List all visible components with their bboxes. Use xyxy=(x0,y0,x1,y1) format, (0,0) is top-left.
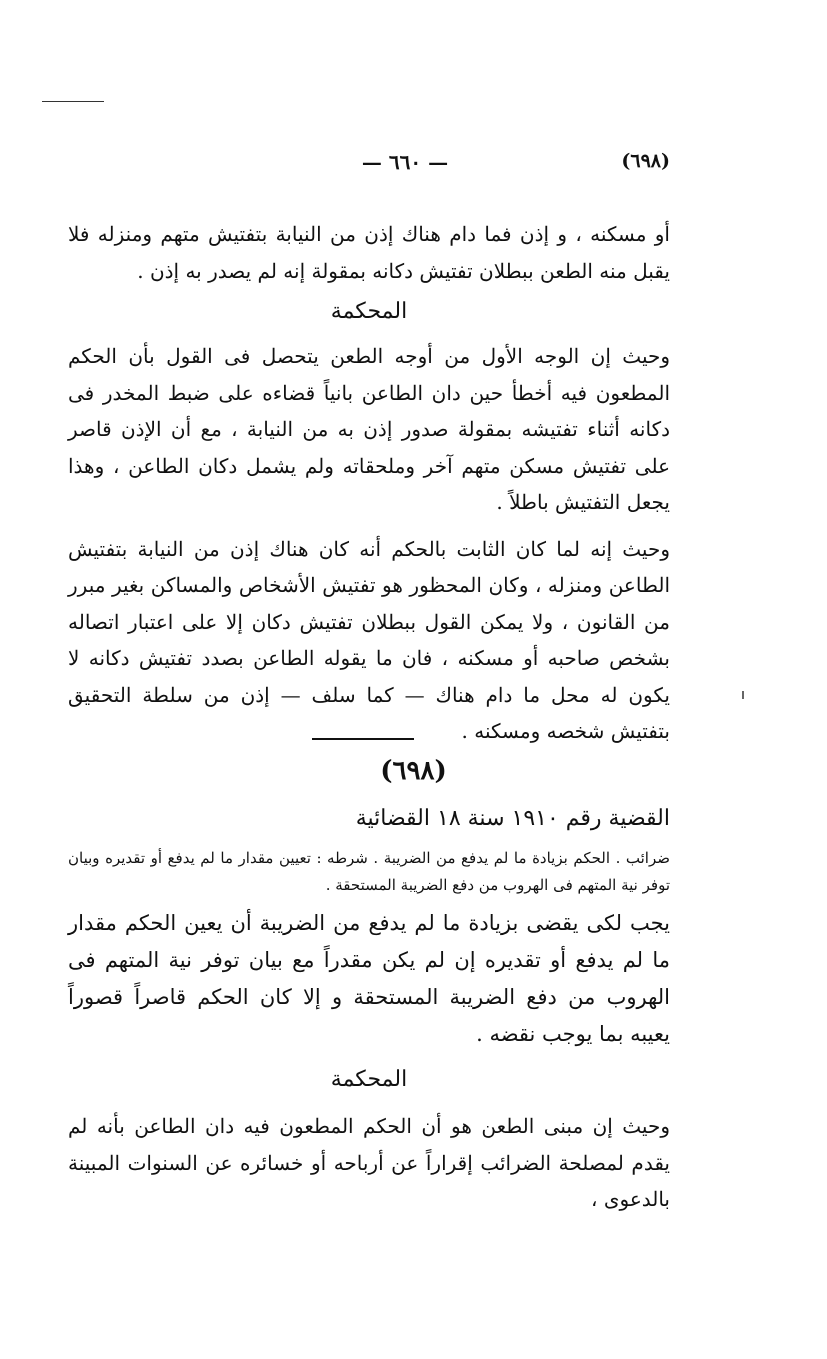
reasoning-paragraph: وحيث إنه لما كان الثابت بالحكم أنه كان هناك إذن من النيابة بتفتيش الطاعن ومنزله ، وكان المحظور هو تفتيش الأشخاص والمساكن بغير مبرر من القانون ، ولا يمكن القول ببطلان تفتيش دكان إلا على اعتبار اتصاله بشخص صاحبه أو مسكنه ، فان ما يقوله الطاعن بصدد تفتيش دكانه لا يكون له محل ما دام هناك — كما سلف — إذن من سلطة التحقيق بتفتيش شخصه ومسكنه . xyxy=(68,536,671,743)
reasoning-paragraph: وحيث إن الوجه الأول من أوجه الطعن يتحصل فى القول بأن الحكم المطعون فيه أخطأ حين دان الطاعن بانياً قضاءه على ضبط المخدر فى دكانه أثناء تفتيشه بمقولة صدور إذن به من النيابة ، مع أن الإذن قاصر على تفتيش مسكن متهم آخر وملحقاته ولم يشمل دكان الطاعن ، وهذا يجعل التفتيش باطلاً . xyxy=(68,344,670,514)
case-title: القضية رقم ١٩١٠ سنة ١٨ القضائية xyxy=(355,806,670,831)
reasoning-paragraph: وحيث إن مبنى الطعن هو أن الحكم المطعون فيه دان الطاعن بأنه لم يقدم لمصلحة الضرائب إقراراً عن أرباحه أو خسائره عن السنوات المبينة بالدعوى ، xyxy=(68,1114,670,1211)
case-section xyxy=(68,806,670,1218)
top-section xyxy=(68,216,670,750)
running-case-ref: (٦٩٨) xyxy=(621,150,670,172)
corner-mark xyxy=(42,101,104,102)
section-divider xyxy=(312,738,414,740)
page-header xyxy=(70,150,670,184)
page-number: — ٦٦٠ — xyxy=(361,150,449,174)
continuation-paragraph: أو مسكنه ، و إذن فما دام هناك إذن من النيابة بتفتيش متهم ومنزله فلا يقبل منه الطعن ببطلان تفتيش دكانه بمقولة إنه لم يصدر به إذن . xyxy=(68,222,670,283)
legal-principle: يجب لكى يقضى بزيادة ما لم يدفع من الضريبة أن يعين الحكم مقدار ما لم يدفع أو تقديره إن لم يكن مقدراً مع بيان توفر نية المتهم فى الهروب من دفع الضريبة المستحقة و إلا كان الحكم قاصراً قصوراً يعيبه بما يوجب نقضه . xyxy=(68,911,670,1046)
case-number: (٦٩٨) xyxy=(380,756,447,786)
margin-mark xyxy=(742,691,744,699)
case-summary: ضرائب . الحكم بزيادة ما لم يدفع من الضريبة . شرطه : تعيين مقدار ما لم يدفع أو تقديره وبيان توفر نية المتهم فى الهروب من دفع الضريبة المستحقة . xyxy=(68,849,670,894)
court-heading: المحكمة xyxy=(330,299,408,324)
court-heading: المحكمة xyxy=(330,1067,408,1092)
